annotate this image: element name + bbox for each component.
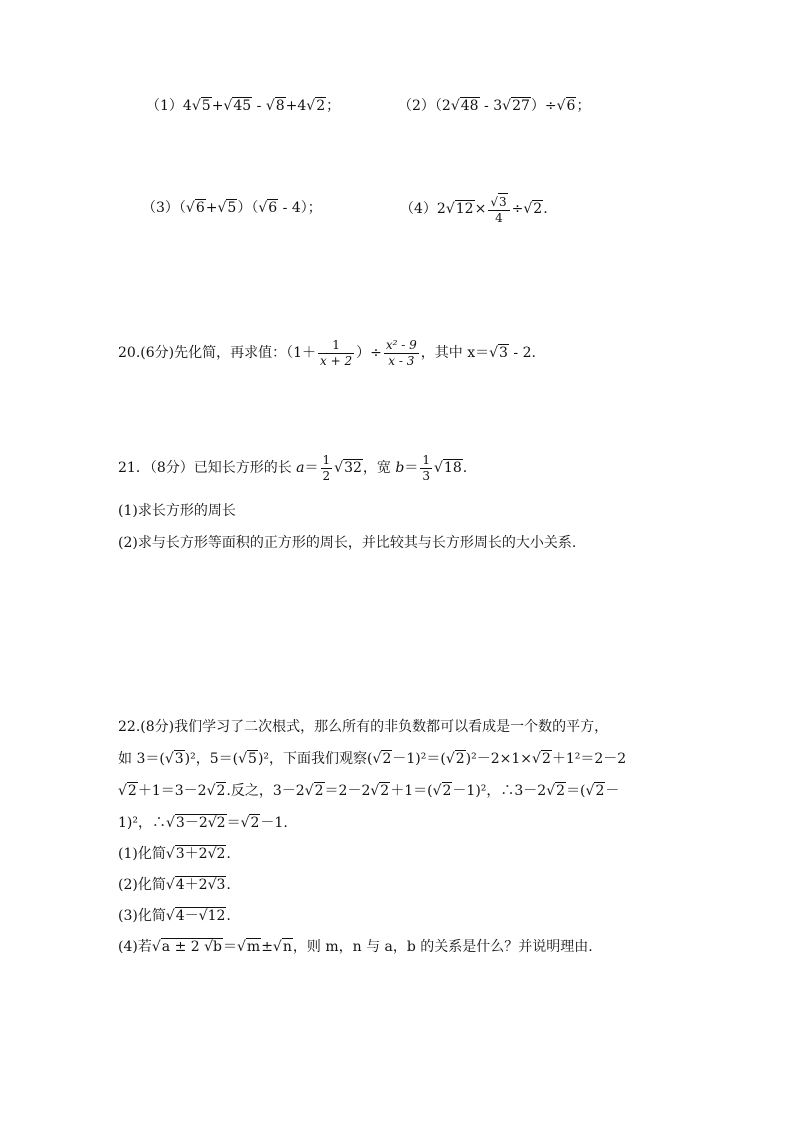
q22-line1: 22.(8分)我们学习了二次根式，那么所有的非负数都可以看成是一个数的平方， xyxy=(118,719,609,735)
fraction-sqrt3-over-4: $\frac{√3}{4}$ xyxy=(488,193,509,226)
q21-sub1: (1)求长方形的周长 xyxy=(118,503,236,519)
q22-sub1: (1)化简√3＋2√2. xyxy=(118,846,231,862)
q19-part4: （4）2√12× $\frac{√3}{4}$ ÷√2. xyxy=(400,194,548,225)
fraction-one-third: $\frac{1}{3}$ xyxy=(422,452,430,483)
q22-sub2: (2)化简√4＋2√3. xyxy=(118,877,231,893)
fraction-1-over-x-plus-2: $\frac{1}{x + 2}$ xyxy=(320,337,353,368)
q19-part2: （2）（2√48 - 3√27）÷√6； xyxy=(398,98,591,114)
q21-stem: 21．（8分）已知长方形的长 a＝ $\frac{1}{2}$ √32，宽 b＝ $\frac{1}{3}$ √18. xyxy=(118,452,468,483)
q22-line4: 1)²，∴√3－2√2＝√2－1. xyxy=(118,815,288,831)
q22-line2: 如 3＝(√3)²，5＝(√5)²，下面我们观察(√2－1)²＝(√2)²－2×1×√2＋1²＝2－2 xyxy=(118,751,627,767)
q22-sub4: (4)若√a ± 2 √b＝√m±√n，则 m，n 与 a，b 的关系是什么？并说明理由. xyxy=(118,939,593,955)
fraction-one-half: $\frac{1}{2}$ xyxy=(322,452,331,483)
fraction-x2-minus-9-over-x-minus-3: $\frac{\text{x² - 9}}{x - 3}$ xyxy=(385,337,417,368)
q20: 20.(6分)先化简，再求值：（1＋ $\frac{1}{x + 2}$ ）÷ $\frac{\text{x² - 9}}{x - 3}$ ，其中 x＝√3 - 2. xyxy=(118,337,536,368)
q22-line3: √2＋1＝3－2√2.反之，3－2√2＝2－2√2＋1＝(√2－1)²，∴3－2√2＝(√2－ xyxy=(118,783,620,799)
q21-sub2: (2)求与长方形等面积的正方形的周长，并比较其与长方形周长的大小关系. xyxy=(118,535,577,551)
q19-part3: （3）（√6+√5）（√6 - 4）； xyxy=(142,200,322,216)
q22-sub3: (3)化简√4－√12. xyxy=(118,908,231,924)
q19-part1: （1）4√5+√45 - √8+4√2； xyxy=(146,98,341,114)
